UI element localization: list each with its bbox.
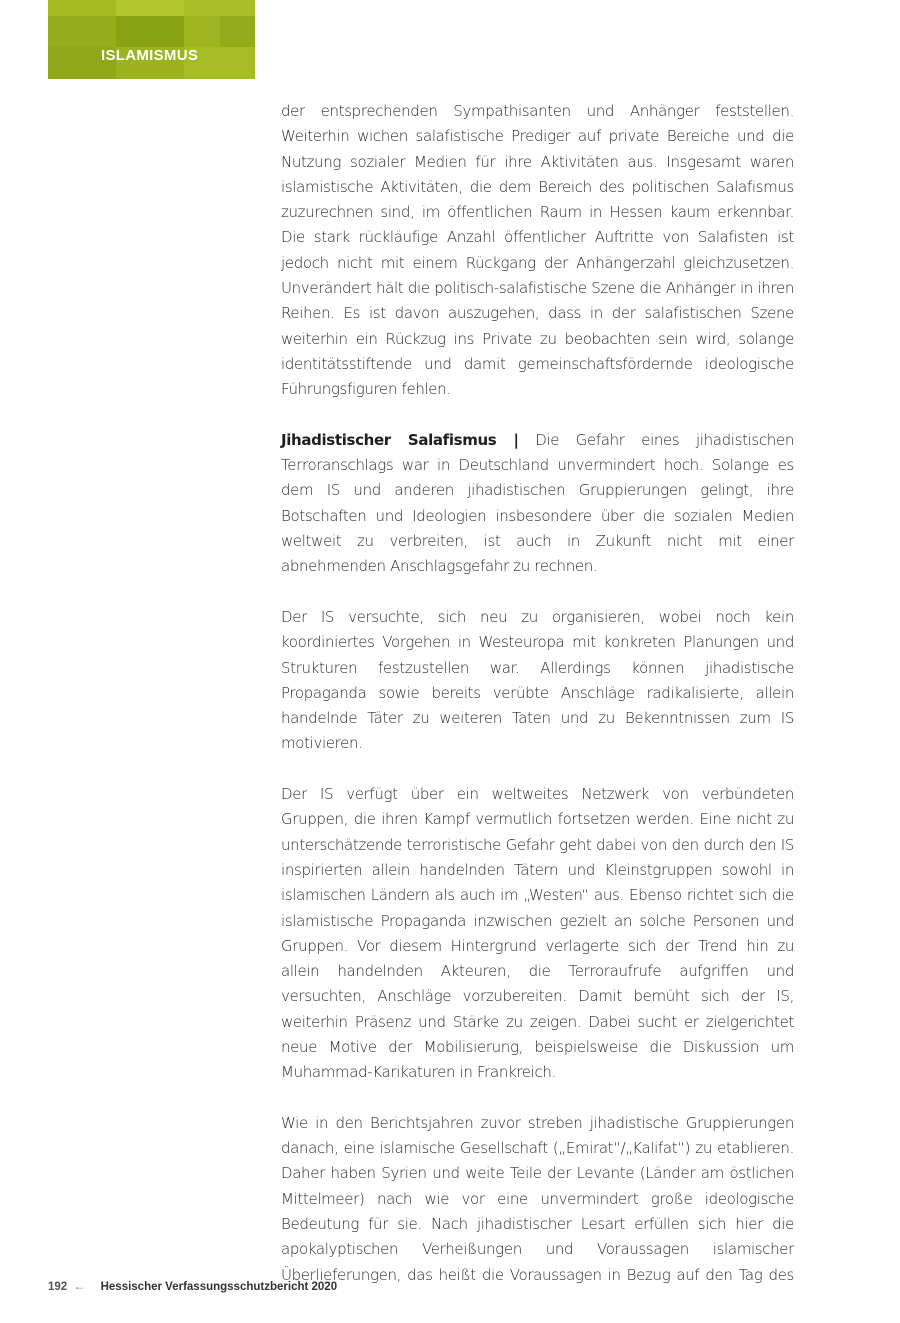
section-label: ISLAMISMUS [101, 47, 199, 64]
paragraph [281, 1111, 794, 1288]
arrow-left-icon[interactable]: ← [73, 1279, 86, 1293]
tab-tile [116, 0, 184, 16]
paragraph-text: Der IS versuchte, sich neu zu organisieren, wobei noch kein koordiniertes Vorgehen in Westeuropa mit konkreten Planungen und Strukturen festzustellen war. Allerdings können jihadistische Propaganda sowie bereits verübte Anschläge radikalisierte, allein handelnde Täter zu weiteren Taten und zu Bekenntnissen zum IS motivieren. [281, 607, 794, 753]
paragraph [281, 605, 794, 757]
body-text [281, 99, 794, 1288]
tab-tile [220, 16, 255, 47]
heading-separator [519, 431, 536, 449]
paragraph-heading: Jihadistischer Salafismus | [281, 430, 519, 449]
paragraph [281, 428, 794, 580]
tab-tile [48, 16, 116, 47]
paragraph-text: der entsprechenden Sympathisanten und Anhänger feststellen. Weiterhin wichen salafistische Prediger auf private Bereiche und die Nutzung sozialer Medien für ihre Aktivitäten aus. Insgesamt waren islamistische Aktivitäten, die dem Bereich des politischen Salafismus zuzurechnen sind, im öffentlichen Raum in Hessen kaum erkennbar. Die stark rückläufige Anzahl öffentlicher Auftritte von Salafisten ist jedoch nicht mit einem Rückgang der Anhängerzahl gleichzusetzen. Unverändert hält die politisch-salafistische Szene die Anhänger in ihren Reihen. Es ist davon auszugehen, dass in der salafistischen Szene weiterhin ein Rückzug ins Private zu beobachten sein wird, solange identitätsstiftende und damit gemeinschaftsfördernde ideologische Führungsfiguren fehlen. [281, 102, 794, 399]
page-number: 192 [48, 1281, 68, 1293]
paragraph-text: Wie in den Berichtsjahren zuvor streben jihadistische Gruppierungen danach, eine islamische Gesellschaft („Emirat“/„Kalifat“) zu etablieren. Daher haben Syrien und weite Teile der Levante (Länder am östlichen Mittelmeer) nach wie vor eine unvermindert große ideologische Bedeutung für sie. Nach jihadistischer Lesart erfüllen sich hier die apokalyptischen Verheißungen und Voraussagen islamischer Überlieferungen, das heißt die Voraussagen in Bezug auf den Tag des [281, 1113, 794, 1284]
page-footer [48, 1279, 337, 1293]
section-tab [48, 0, 255, 79]
paragraph-text: Der IS verfügt über ein weltweites Netzwerk von verbündeten Gruppen, die ihren Kampf vermutlich fortsetzen werden. Eine nicht zu unterschätzende terroristische Gefahr geht dabei von den durch den IS inspirierten allein handelnden Tätern und Kleinstgruppen sowohl in islamischen Ländern als auch im „Westen“ aus. Ebenso richtet sich die islamistische Propaganda inzwischen gezielt an solche Personen und Gruppen. Vor diesem Hintergrund verlagerte sich der Trend hin zu allein handelnden Akteuren, die Terroraufrufe aufgriffen und versuchten, Anschläge vorzubereiten. Damit bemüht sich der IS, weiterhin Präsenz und Stärke zu zeigen. Dabei sucht er zielgerichtet neue Motive der Mobilisierung, beispielsweise die Diskussion um Muhammad-Karikaturen in Frankreich. [281, 785, 794, 1082]
paragraph [281, 99, 794, 403]
tab-tile [184, 16, 220, 47]
tab-tile [48, 0, 116, 16]
tab-tile [184, 0, 255, 16]
tab-tile [116, 16, 184, 47]
report-title: Hessischer Verfassungsschutzbericht 2020 [100, 1281, 338, 1293]
paragraph-text: Die Gefahr eines jihadistischen Terroranschlags war in Deutschland unvermindert hoch. Solange es dem IS und anderen jihadistischen Gruppierungen gelingt, ihre Botschaften und Ideologien insbesondere über die sozialen Medien weltweit zu verbreiten, ist auch in Zukunft nicht mit einer abnehmenden Anschlagsgefahr zu rechnen. [281, 430, 794, 576]
paragraph [281, 782, 794, 1086]
